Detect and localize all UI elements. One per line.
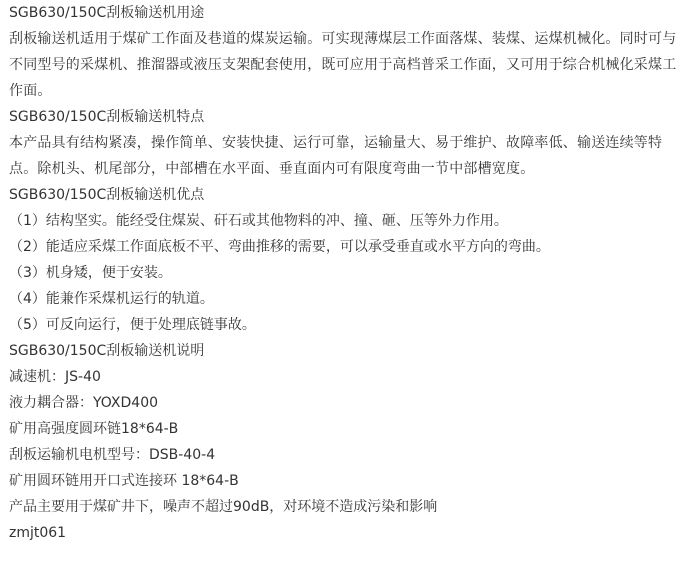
spec-motor-model: 刮板运输机电机型号：DSB-40-4 (9, 447, 216, 463)
advantage-item-4: （4）能兼作采煤机运行的轨道。 (9, 291, 214, 307)
section-heading-features: SGB630/150C刮板输送机特点 (9, 109, 205, 125)
advantage-item-1: （1）结构坚实。能经受住煤炭、矸石或其他物料的冲、撞、砸、压等外力作用。 (9, 213, 508, 229)
advantage-item-5: （5）可反向运行，便于处理底链事故。 (9, 317, 256, 333)
spec-connecting-ring: 矿用圆环链用开口式连接环 18*64-B (9, 473, 239, 489)
features-paragraph: 本产品具有结构紧凑，操作简单、安装快捷、运行可靠，运输量大、易于维护、故障率低、输送连续等特点。除机头、机尾部分，中部槽在水平面、垂直面内可有限度弯曲一节中部槽宽度。 (9, 135, 663, 177)
spec-fluid-coupling: 液力耦合器：YOXD400 (9, 395, 159, 411)
spec-noise-note: 产品主要用于煤矿井下，噪声不超过90dB，对环境不造成污染和影响 (9, 499, 438, 515)
spec-reducer: 减速机：JS-40 (9, 369, 101, 385)
section-heading-specs: SGB630/150C刮板输送机说明 (9, 343, 205, 359)
product-code: zmjt061 (9, 525, 67, 541)
section-heading-usage: SGB630/150C刮板输送机用途 (9, 5, 205, 21)
section-heading-advantages: SGB630/150C刮板输送机优点 (9, 187, 205, 203)
document-body (9, 0, 689, 546)
usage-paragraph: 刮板输送机适用于煤矿工作面及巷道的煤炭运输。可实现薄煤层工作面落煤、装煤、运煤机械化。同时可与不同型号的采煤机、推溜器或液压支架配套使用，既可应用于高档普采工作面，又可用于综合机械化采煤工作面。 (9, 31, 677, 99)
advantage-item-2: （2）能适应采煤工作面底板不平、弯曲推移的需要，可以承受垂直或水平方向的弯曲。 (9, 239, 550, 255)
spec-chain: 矿用高强度圆环链18*64-B (9, 421, 179, 437)
advantage-item-3: （3）机身矮，便于安装。 (9, 265, 172, 281)
